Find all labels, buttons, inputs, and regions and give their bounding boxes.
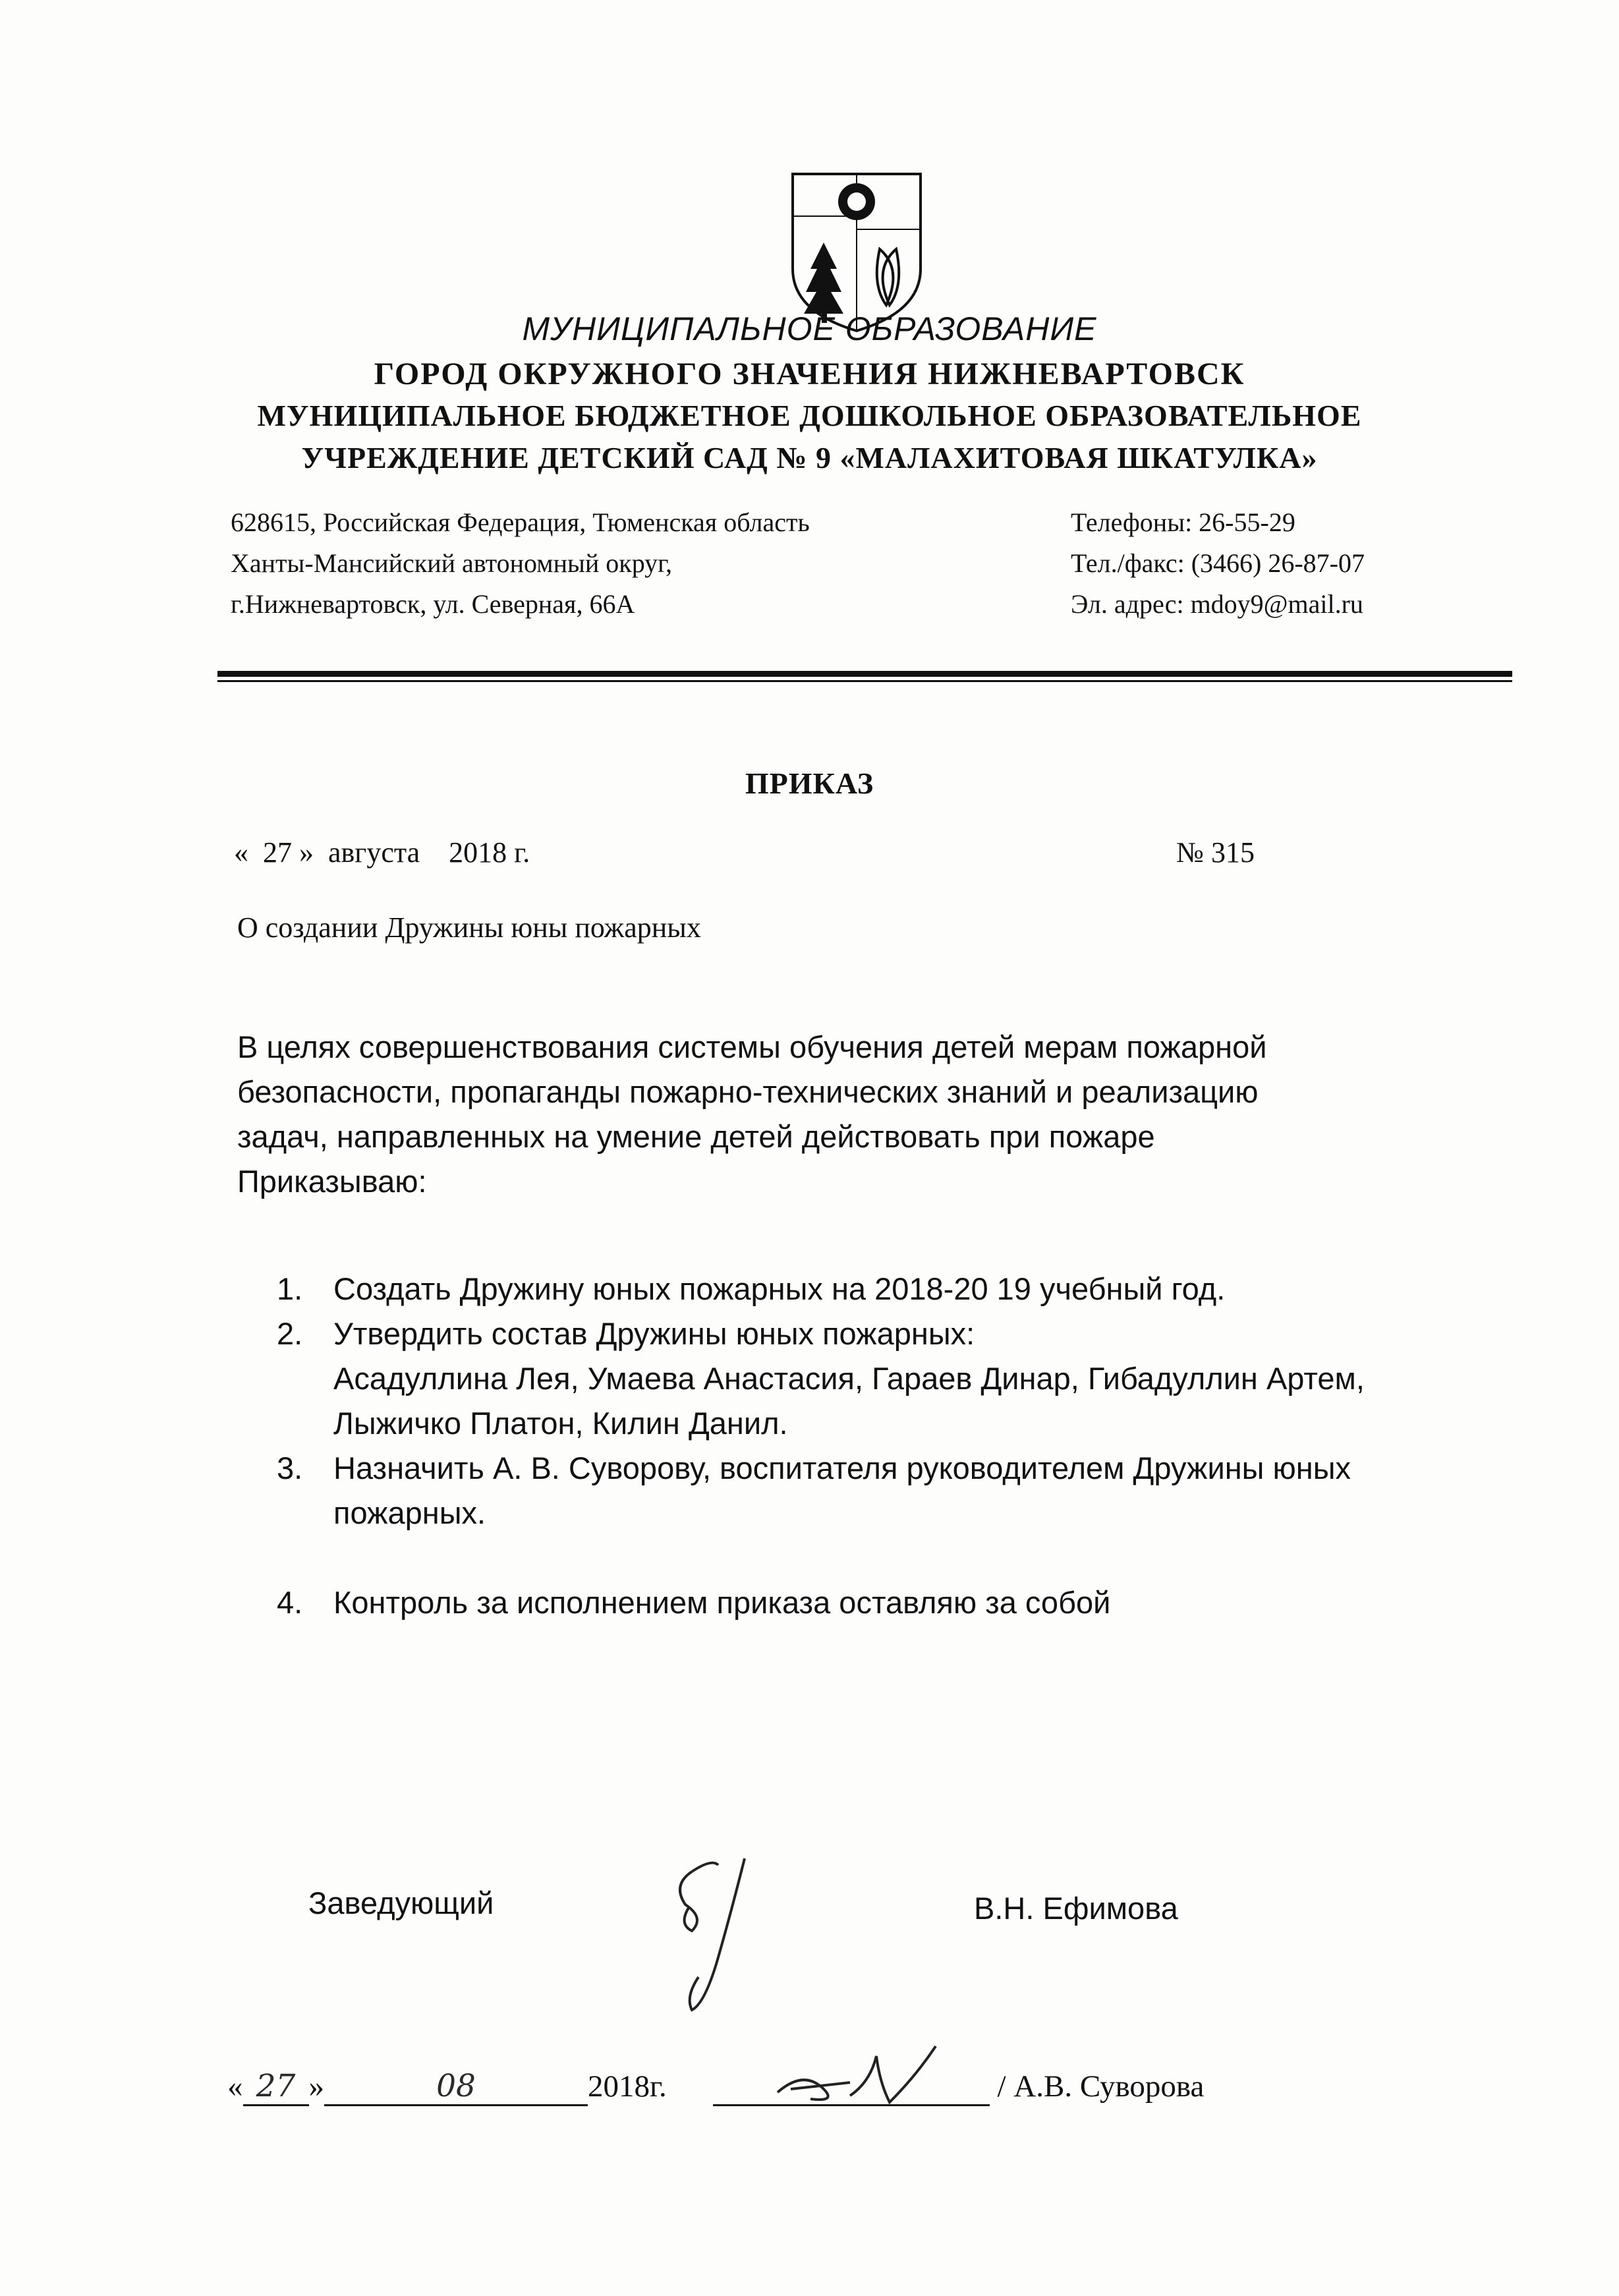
header-institution-line2: УЧРЕЖДЕНИЕ ДЕТСКИЙ САД № 9 «МАЛАХИТОВАЯ ШКАТУЛКА» [301, 441, 1318, 474]
order-subject: О создании Дружины юны пожарных [237, 911, 701, 944]
acknowledgement-signature [764, 2043, 975, 2115]
open-quote: « [227, 2069, 243, 2104]
order-items-list [277, 1267, 1365, 1625]
item-number: 3. [277, 1450, 303, 1485]
header-municipality: МУНИЦИПАЛЬНОЕ ОБРАЗОВАНИЕ [522, 310, 1097, 347]
item-number: 1. [277, 1271, 303, 1306]
ack-year: 2018г. [588, 2069, 667, 2104]
preamble-line: В целях совершенствования системы обучения детей мерам пожарной [237, 1029, 1267, 1064]
ack-day: 27 [243, 2068, 309, 2106]
fax-number: Тел./факс: (3466) 26-87-07 [1071, 548, 1365, 578]
email-address: Эл. адрес: mdoy9@mail.ru [1071, 589, 1363, 619]
order-number: № 315 [1176, 836, 1255, 869]
item-number: 4. [277, 1585, 303, 1620]
phone-number: Телефоны: 26-55-29 [1071, 507, 1295, 537]
address-line: Ханты-Мансийский автономный округ, [231, 548, 673, 578]
preamble-line: безопасности, пропаганды пожарно-технических знаний и реализацию [237, 1074, 1259, 1109]
address-line: г.Нижневартовск, ул. Северная, 66А [231, 589, 635, 619]
order-title: ПРИКАЗ [745, 766, 874, 800]
list-item [277, 1311, 1365, 1446]
signatory-title: Заведующий [308, 1885, 494, 1920]
item-text: Утвердить состав Дружины юных пожарных: [333, 1316, 975, 1351]
contact-info [1071, 502, 1365, 625]
ack-name: / А.В. Суворова [997, 2069, 1205, 2104]
item-text: Назначить А. В. Суворову, воспитателя руководителем Дружины юных [333, 1450, 1351, 1485]
order-date: « 27 » августа 2018 г. [234, 836, 530, 869]
item-text-continued: пожарных. [333, 1495, 486, 1530]
address-line: 628615, Российская Федерация, Тюменская область [231, 507, 810, 537]
close-quote: » [308, 2069, 324, 2104]
header-institution-line1: МУНИЦИПАЛЬНОЕ БЮДЖЕТНОЕ ДОШКОЛЬНОЕ ОБРАЗОВАТЕЛЬНОЕ [257, 399, 1362, 432]
preamble-line: Приказываю: [237, 1164, 427, 1199]
item-text: Создать Дружину юных пожарных на 2018-20 19 учебный год. [333, 1271, 1226, 1306]
list-item [277, 1267, 1308, 1311]
ack-month: 08 [324, 2068, 588, 2106]
header-city: ГОРОД ОКРУЖНОГО ЗНАЧЕНИЯ НИЖНЕВАРТОВСК [374, 357, 1245, 391]
header-divider-thick [217, 671, 1512, 677]
handwritten-signature [652, 1845, 784, 2017]
acknowledgement-line [227, 2068, 1204, 2106]
postal-address [231, 502, 810, 625]
list-item [277, 1580, 1308, 1625]
item-text: Контроль за исполнением приказа оставляю за собой [333, 1585, 1111, 1620]
order-preamble [237, 1025, 1489, 1204]
item-text-continued: Лыжичко Платон, Килин Данил. [333, 1406, 788, 1441]
header-divider-thin [217, 680, 1512, 682]
item-text-continued: Асадуллина Лея, Умаева Анастасия, Гараев Динар, Гибадуллин Артем, [333, 1361, 1365, 1396]
item-number: 2. [277, 1316, 303, 1351]
preamble-line: задач, направленных на умение детей действовать при пожаре [237, 1119, 1155, 1154]
signatory-name: В.Н. Ефимова [974, 1891, 1178, 1926]
list-item [277, 1446, 1351, 1535]
